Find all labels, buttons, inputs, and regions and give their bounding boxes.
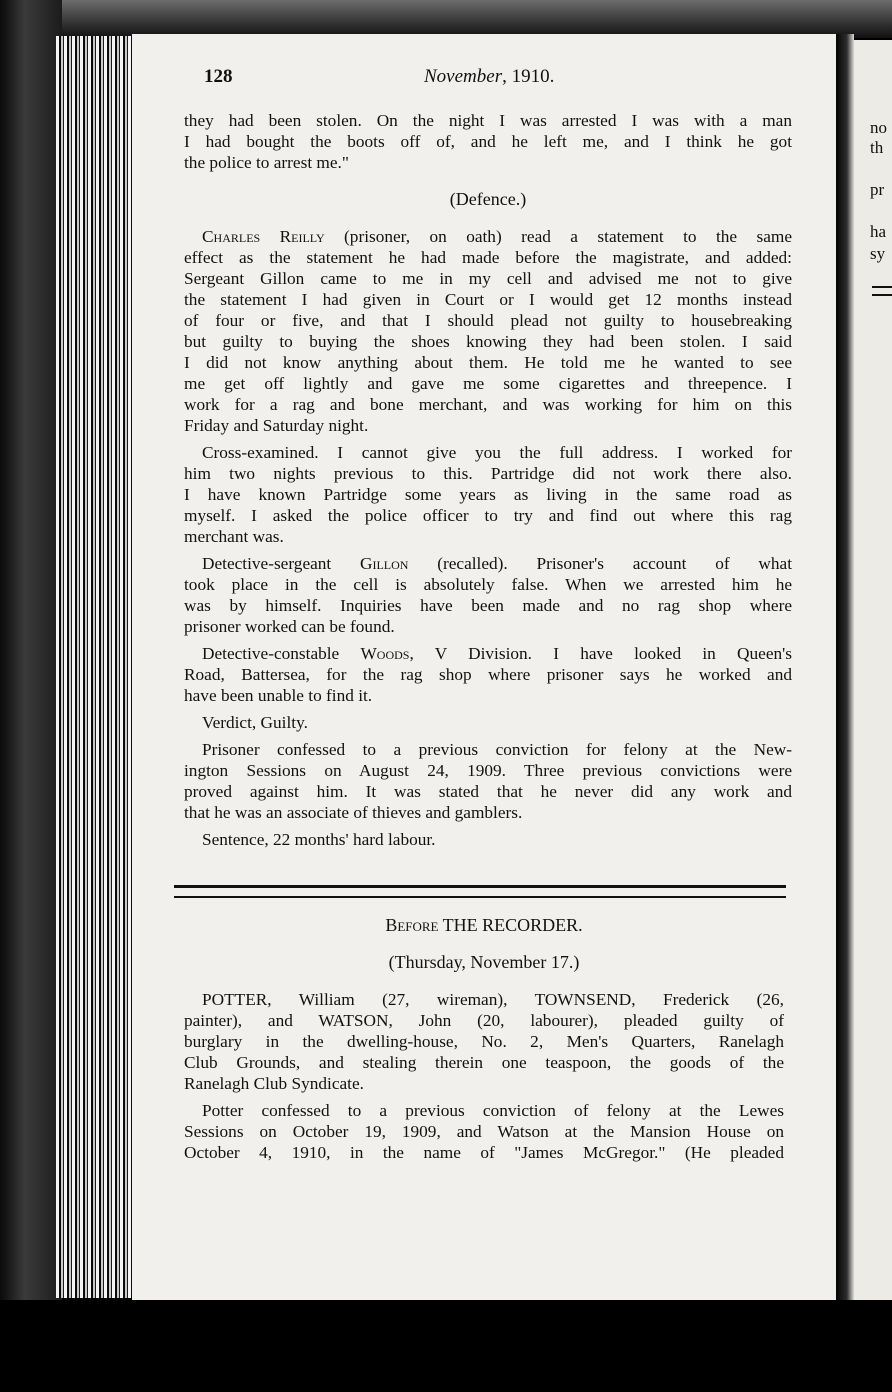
text-line: that he was an associate of thieves and gamblers. — [184, 803, 523, 822]
text-line: Cross-examined. I cannot give you the full address. I worked for — [202, 443, 792, 462]
text-line: ington Sessions on August 24, 1909. Three previous convictions were — [184, 761, 792, 780]
scan-frame-top — [0, 0, 892, 38]
text-line: painter), and WATSON, John (20, labourer), pleaded guilty of — [184, 1011, 784, 1030]
session-date: (Thursday, November 17.) — [388, 952, 580, 972]
upper-text-column — [184, 110, 792, 850]
text-line: Friday and Saturday night. — [184, 416, 369, 435]
text-fragment: Detective-constable — [202, 644, 361, 663]
scan-left-edge — [0, 0, 62, 1392]
text-line: was by himself. Inquiries have been made and no rag shop where — [184, 596, 792, 615]
text-line: effect as the statement he had made before the magistrate, and added: — [184, 248, 792, 267]
text-line — [184, 553, 792, 574]
text-line: prisoner worked can be found. — [184, 617, 395, 636]
text-fragment: , V Division. I have looked in Queen's — [409, 644, 792, 663]
speaker-name: Gillon — [360, 554, 409, 573]
lower-text-column — [184, 915, 784, 1163]
text-line: me get off lightly and gave me some cigarettes and threepence. I — [184, 374, 792, 393]
text-line: burglary in the dwelling-house, No. 2, Men's Quarters, Ranelagh — [184, 1032, 784, 1051]
section-divider — [174, 885, 786, 898]
facing-page-fragment: no — [870, 118, 887, 137]
page-header — [204, 66, 584, 94]
text-line: Prisoner confessed to a previous conviction for felony at the New- — [202, 740, 792, 759]
facing-page-fragment: th — [870, 138, 884, 157]
defence-heading: (Defence.) — [449, 189, 527, 209]
text-line: myself. I asked the police officer to try and find out where this rag — [184, 506, 792, 525]
text-line: but guilty to buying the shoes knowing they had been stolen. I said — [184, 332, 792, 351]
sentence-line: Sentence, 22 months' hard labour. — [202, 830, 436, 849]
facing-page-gutter — [836, 34, 854, 1300]
facing-page-fragment: pr — [870, 180, 885, 199]
text-line: I have known Partridge some years as living in the same road as — [184, 485, 792, 504]
recorder-title: THE RECORDER. — [438, 915, 583, 935]
page-number: 128 — [204, 66, 233, 87]
speaker-name: Charles Reilly — [202, 227, 325, 246]
text-line — [184, 226, 792, 247]
text-fragment: Detective-sergeant — [202, 554, 360, 573]
text-line: the police to arrest me." — [184, 153, 349, 172]
text-line: I had bought the boots off of, and he left me, and I think he got — [184, 132, 792, 151]
text-line: October 4, 1910, in the name of "James McGregor." (He pleaded — [184, 1143, 784, 1162]
text-line: Ranelagh Club Syndicate. — [184, 1074, 364, 1093]
text-line: merchant was. — [184, 527, 284, 546]
text-line: of four or five, and that I should plead not guilty to housebreaking — [184, 311, 792, 330]
text-line: the statement I had given in Court or I would get 12 months instead — [184, 290, 792, 309]
facing-page-fragment: ha — [870, 222, 887, 241]
text-line: Sessions on October 19, 1909, and Watson at the Mansion House on — [184, 1122, 784, 1141]
text-line: have been unable to find it. — [184, 686, 373, 705]
running-head — [424, 66, 554, 88]
facing-page-rule — [872, 286, 892, 296]
text-line: Potter confessed to a previous conviction of felony at the Lewes — [202, 1101, 784, 1120]
text-line: proved against him. It was stated that he never did any work and — [184, 782, 792, 801]
text-line: took place in the cell is absolutely false. When we arrested him he — [184, 575, 792, 594]
text-line — [184, 643, 792, 664]
text-line: they had been stolen. On the night I was arrested I was with a man — [184, 111, 792, 130]
text-line: Club Grounds, and stealing therein one teaspoon, the goods of the — [184, 1053, 784, 1072]
facing-page-fragment: sy — [870, 244, 886, 263]
book-page-edges — [56, 36, 136, 1298]
verdict-line: Verdict, Guilty. — [202, 713, 308, 732]
text-fragment: (recalled). Prisoner's account of what — [408, 554, 792, 573]
recorder-heading — [184, 915, 784, 936]
running-head-month: November — [424, 66, 503, 87]
text-line: work for a rag and bone merchant, and was working for him on this — [184, 395, 792, 414]
text-line: I did not know anything about them. He told me he wanted to see — [184, 353, 792, 372]
text-line: him two nights previous to this. Partridge did not work there also. — [184, 464, 792, 483]
recorder-before: Before — [385, 915, 439, 935]
speaker-name: Woods — [360, 644, 410, 663]
scan-frame-bottom — [0, 1300, 892, 1392]
text-line: Sergeant Gillon came to me in my cell and advised me not to give — [184, 269, 792, 288]
running-head-year: , 1910. — [502, 66, 555, 87]
text-line: POTTER, William (27, wireman), TOWNSEND, Frederick (26, — [202, 990, 784, 1009]
text-fragment: (prisoner, on oath) read a statement to the same — [324, 227, 792, 246]
text-line: Road, Battersea, for the rag shop where prisoner says he worked and — [184, 665, 792, 684]
